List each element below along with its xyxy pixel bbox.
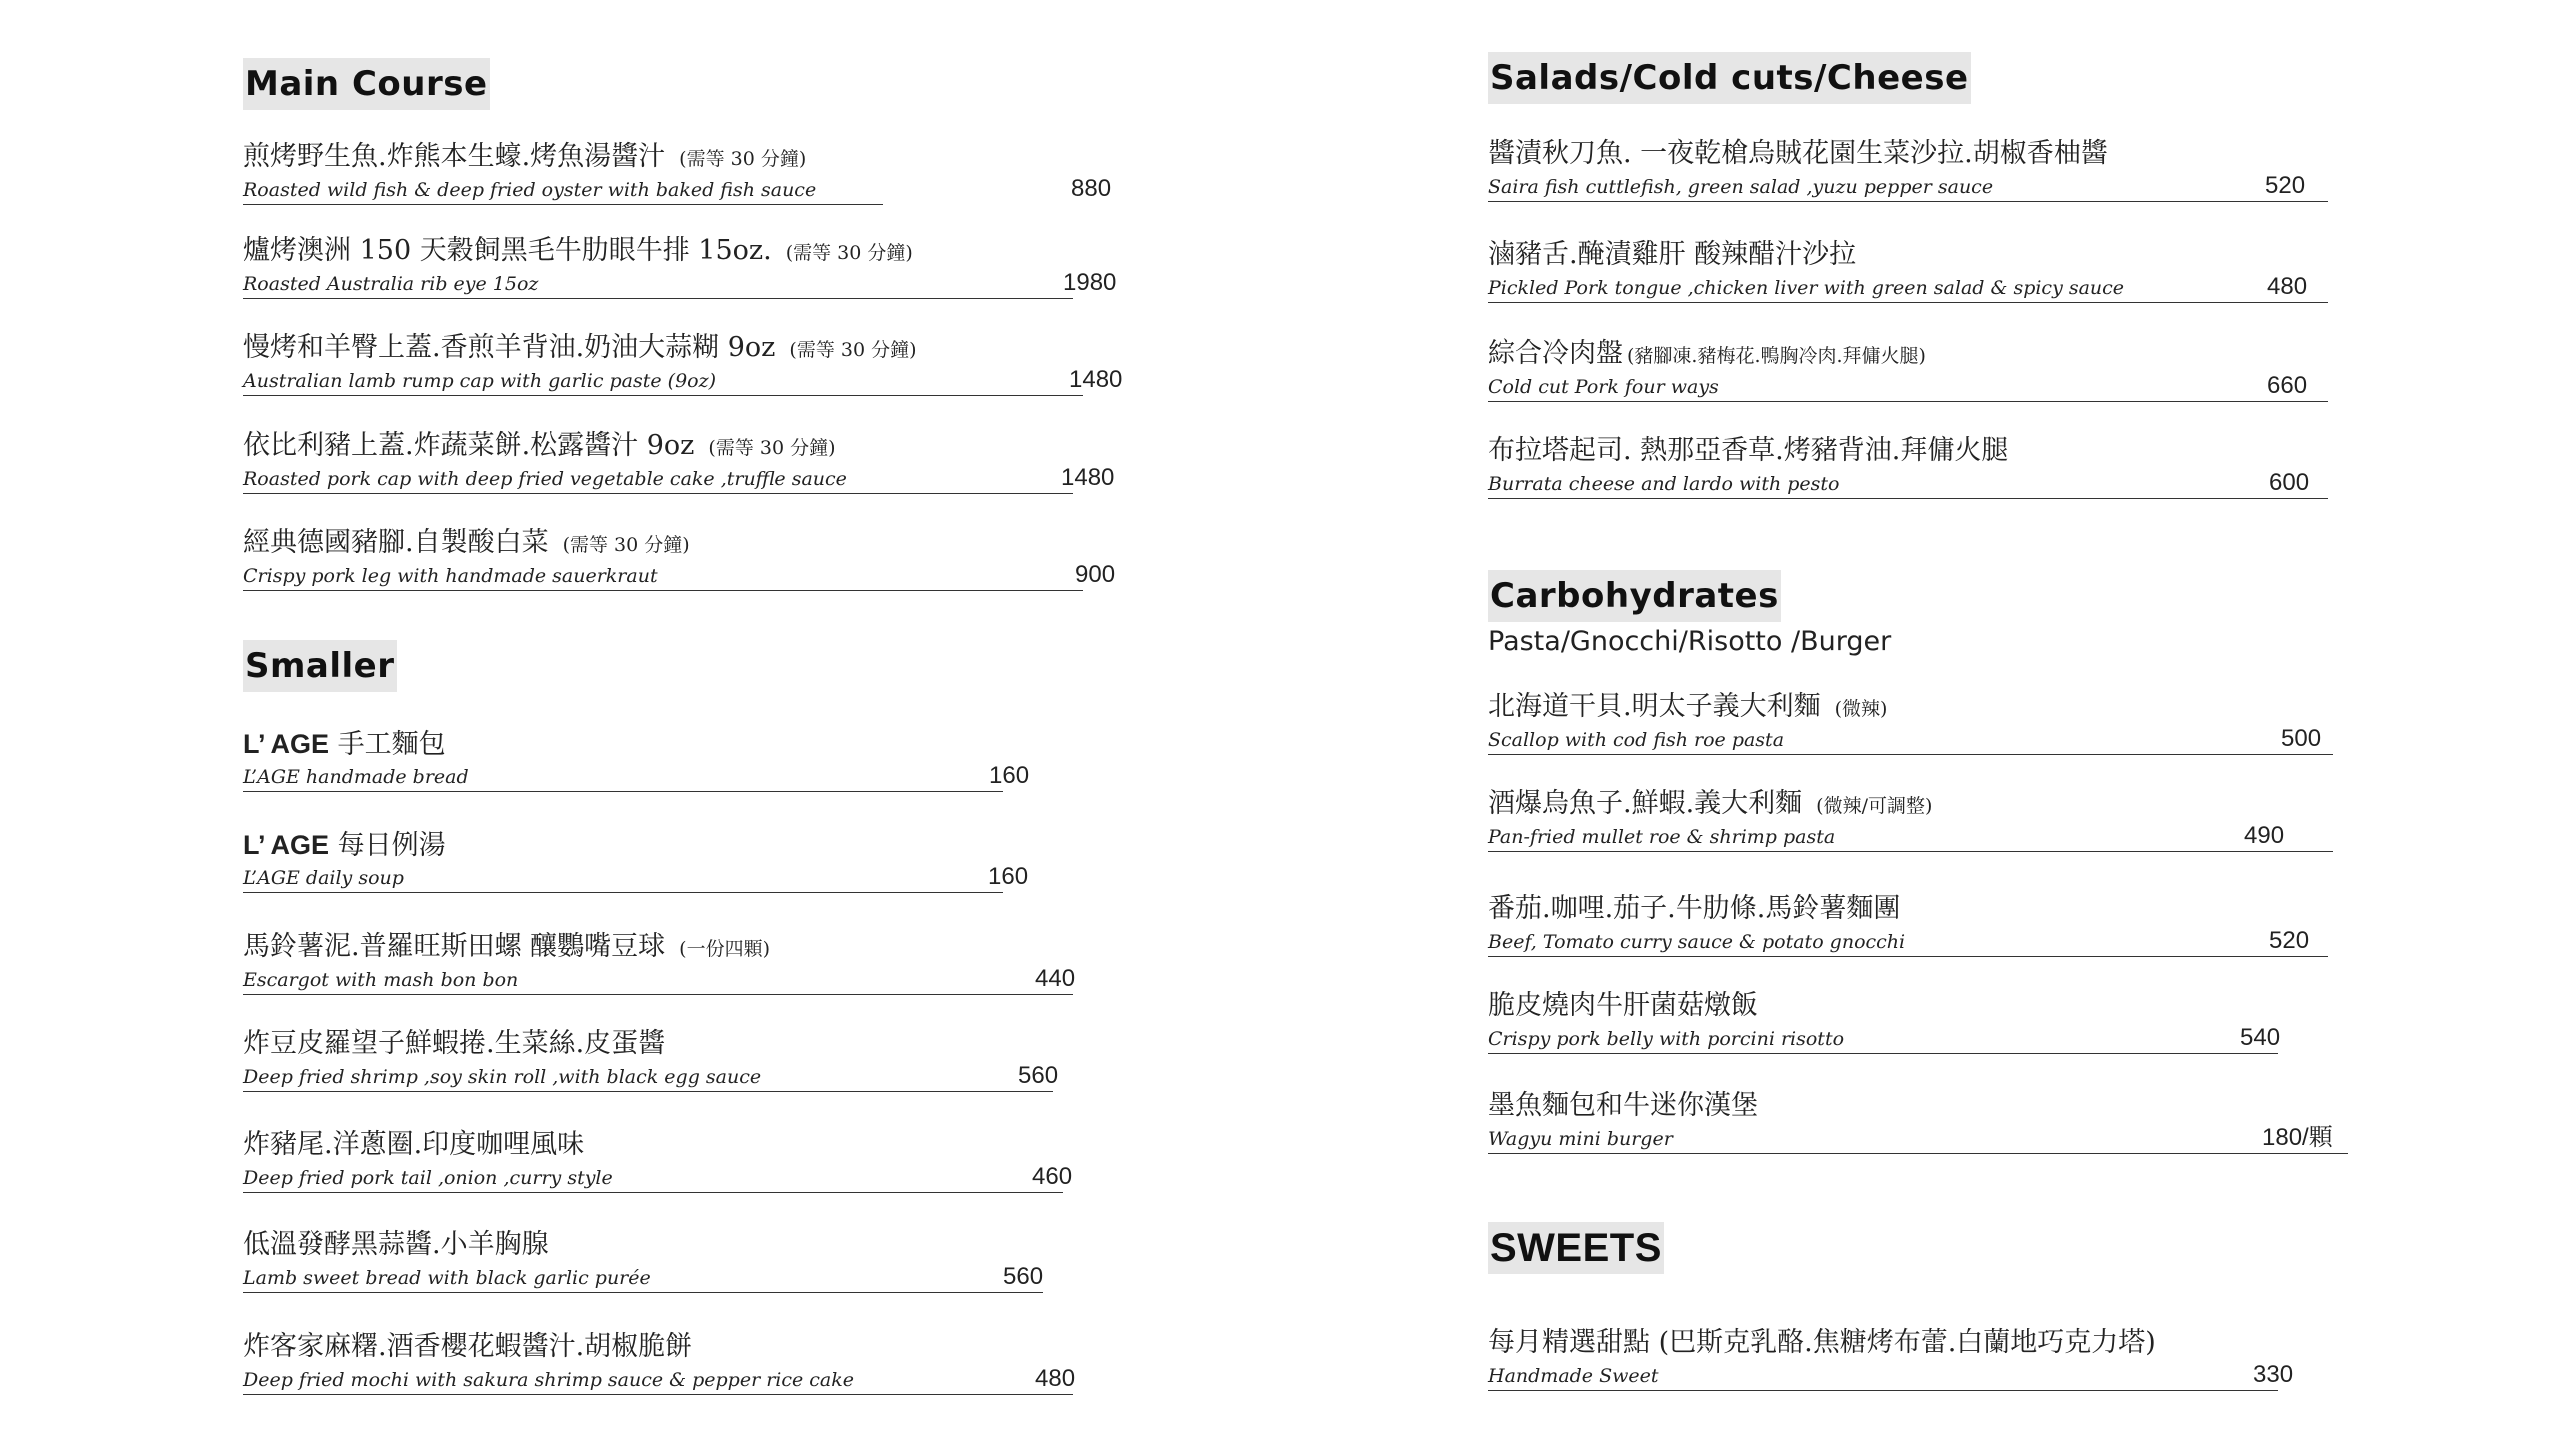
item-name-en: Pickled Pork tongue ,chicken liver with green salad & spicy sauce	[1488, 274, 2328, 303]
item-name-en: Deep fried shrimp ,soy skin roll ,with black egg sauce	[243, 1063, 1053, 1092]
item-name-en: Deep fried pork tail ,onion ,curry style	[243, 1164, 1063, 1193]
item-name-brand: L’ AGE	[243, 830, 330, 860]
item-name-cn: 炸客家麻糬.酒香櫻花蝦醬汁.胡椒脆餅	[243, 1331, 693, 1362]
item-name-cn: 低溫發酵黑蒜醬.小羊胸腺	[243, 1229, 549, 1260]
item-name-en: Handmade Sweet	[1488, 1362, 2278, 1391]
main-course-heading: Main Course	[243, 58, 490, 110]
item-price: 500	[2281, 725, 2322, 752]
item-note: (需等 30 分鐘)	[708, 437, 836, 459]
item-note: (一份四顆)	[679, 938, 770, 960]
item-name-cn: 炸豆皮羅望子鮮蝦捲.生菜絲.皮蛋醬	[243, 1028, 666, 1059]
item-name-en: Lamb sweet bread with black garlic purée	[243, 1264, 1043, 1293]
item-price: 540	[2240, 1024, 2281, 1051]
item-note: (微辣/可調整)	[1816, 795, 1933, 817]
item-name-en: Beef, Tomato curry sauce & potato gnocchi	[1488, 928, 2328, 957]
item-name-cn: 綜合冷肉盤	[1488, 338, 1623, 369]
item-name-cn: 酒爆烏魚子.鮮蝦.義大利麵	[1488, 788, 1803, 819]
item-name-en: L’AGE handmade bread	[243, 763, 1003, 792]
item-name-cn: 北海道干貝.明太子義大利麵	[1488, 691, 1821, 722]
item-note: (需等 30 分鐘)	[785, 242, 913, 264]
item-name-cn: 布拉塔起司. 熱那亞香草.烤豬背油.拜傭火腿	[1488, 435, 2009, 466]
item-price: 480	[2267, 273, 2308, 300]
item-name-brand: L’ AGE	[243, 729, 330, 759]
item-price: 330	[2253, 1361, 2294, 1388]
smaller-heading: Smaller	[243, 640, 397, 692]
item-name-en: Escargot with mash bon bon	[243, 966, 1073, 995]
item-price: 1980	[1063, 269, 1117, 296]
item-note: (豬腳凍.豬梅花.鴨胸冷肉.拜傭火腿)	[1627, 345, 1926, 367]
item-name-en: Scallop with cod fish roe pasta	[1488, 726, 2333, 755]
item-price: 600	[2269, 469, 2310, 496]
item-name-en: Crispy pork belly with porcini risotto	[1488, 1025, 2278, 1054]
item-name-cn: 每月精選甜點 (巴斯克乳酪.焦糖烤布蕾.白蘭地巧克力塔)	[1488, 1327, 2156, 1358]
item-price: 460	[1032, 1163, 1073, 1190]
item-name-en: Saira fish cuttlefish, green salad ,yuzu pepper sauce	[1488, 173, 2328, 202]
item-price: 480	[1035, 1365, 1076, 1392]
item-price: 900	[1075, 561, 1116, 588]
carbohydrates-subtitle: Pasta/Gnocchi/Risotto /Burger	[1488, 626, 1892, 657]
sweets-heading: SWEETS	[1488, 1222, 1664, 1274]
item-name-cn: 馬鈴薯泥.普羅旺斯田螺 釀鸚嘴豆球	[243, 931, 666, 962]
item-name-en: Roasted wild fish & deep fried oyster with baked fish sauce	[243, 176, 883, 205]
salads-heading: Salads/Cold cuts/Cheese	[1488, 52, 1971, 104]
item-price: 520	[2265, 172, 2306, 199]
item-price: 660	[2267, 372, 2308, 399]
item-name-cn: 墨魚麵包和牛迷你漢堡	[1488, 1090, 1758, 1121]
item-price: 160	[989, 762, 1030, 789]
item-name-cn: 爐烤澳洲 150 天穀飼黑毛牛肋眼牛排 15oz.	[243, 235, 772, 266]
item-name-en: Roasted Australia rib eye 15oz	[243, 270, 1073, 299]
item-name-en: Cold cut Pork four ways	[1488, 373, 2328, 402]
item-price: 520	[2269, 927, 2310, 954]
item-name-cn: 煎烤野生魚.炸熊本生蠔.烤魚湯醬汁	[243, 141, 666, 172]
item-price: 1480	[1061, 464, 1115, 491]
item-price: 180/顆	[2262, 1124, 2333, 1151]
item-price: 560	[1018, 1062, 1059, 1089]
item-note: (微辣)	[1834, 698, 1888, 720]
item-name-cn: 慢烤和羊臀上蓋.香煎羊背油.奶油大蒜糊 9oz	[243, 332, 776, 363]
item-name-cn: 醬漬秋刀魚. 一夜乾槍烏賊花園生菜沙拉.胡椒香柚醬	[1488, 138, 2108, 169]
carbohydrates-heading: Carbohydrates	[1488, 570, 1781, 622]
item-price: 880	[1071, 175, 1112, 202]
item-name-cn: 炸豬尾.洋蔥圈.印度咖哩風味	[243, 1129, 585, 1160]
item-note: (需等 30 分鐘)	[679, 148, 807, 170]
item-name-cn: 經典德國豬腳.自製酸白菜	[243, 527, 549, 558]
item-name-cn: 每日例湯	[329, 830, 446, 861]
item-name-en: L’AGE daily soup	[243, 864, 1003, 893]
item-price: 160	[988, 863, 1029, 890]
item-name-en: Roasted pork cap with deep fried vegetable cake ,truffle sauce	[243, 465, 1073, 494]
item-name-en: Wagyu mini burger	[1488, 1125, 2348, 1154]
item-price: 490	[2244, 822, 2285, 849]
item-name-cn: 脆皮燒肉牛肝菌菇燉飯	[1488, 990, 1758, 1021]
item-name-cn: 依比利豬上蓋.炸蔬菜餅.松露醬汁 9oz	[243, 430, 695, 461]
item-name-en: Australian lamb rump cap with garlic paste (9oz)	[243, 367, 1083, 396]
item-name-en: Deep fried mochi with sakura shrimp sauce & pepper rice cake	[243, 1366, 1073, 1395]
item-name-en: Pan-fried mullet roe & shrimp pasta	[1488, 823, 2333, 852]
item-note: (需等 30 分鐘)	[562, 534, 690, 556]
item-name-en: Crispy pork leg with handmade sauerkraut	[243, 562, 1083, 591]
item-price: 1480	[1069, 366, 1123, 393]
item-price: 560	[1003, 1263, 1044, 1290]
item-price: 440	[1035, 965, 1076, 992]
item-name-cn: 手工麵包	[329, 729, 446, 760]
item-name-cn: 滷豬舌.醃漬雞肝 酸辣醋汁沙拉	[1488, 239, 1857, 270]
item-name-en: Burrata cheese and lardo with pesto	[1488, 470, 2328, 499]
item-note: (需等 30 分鐘)	[789, 339, 917, 361]
item-name-cn: 番茄.咖哩.茄子.牛肋條.馬鈴薯麵團	[1488, 893, 1901, 924]
